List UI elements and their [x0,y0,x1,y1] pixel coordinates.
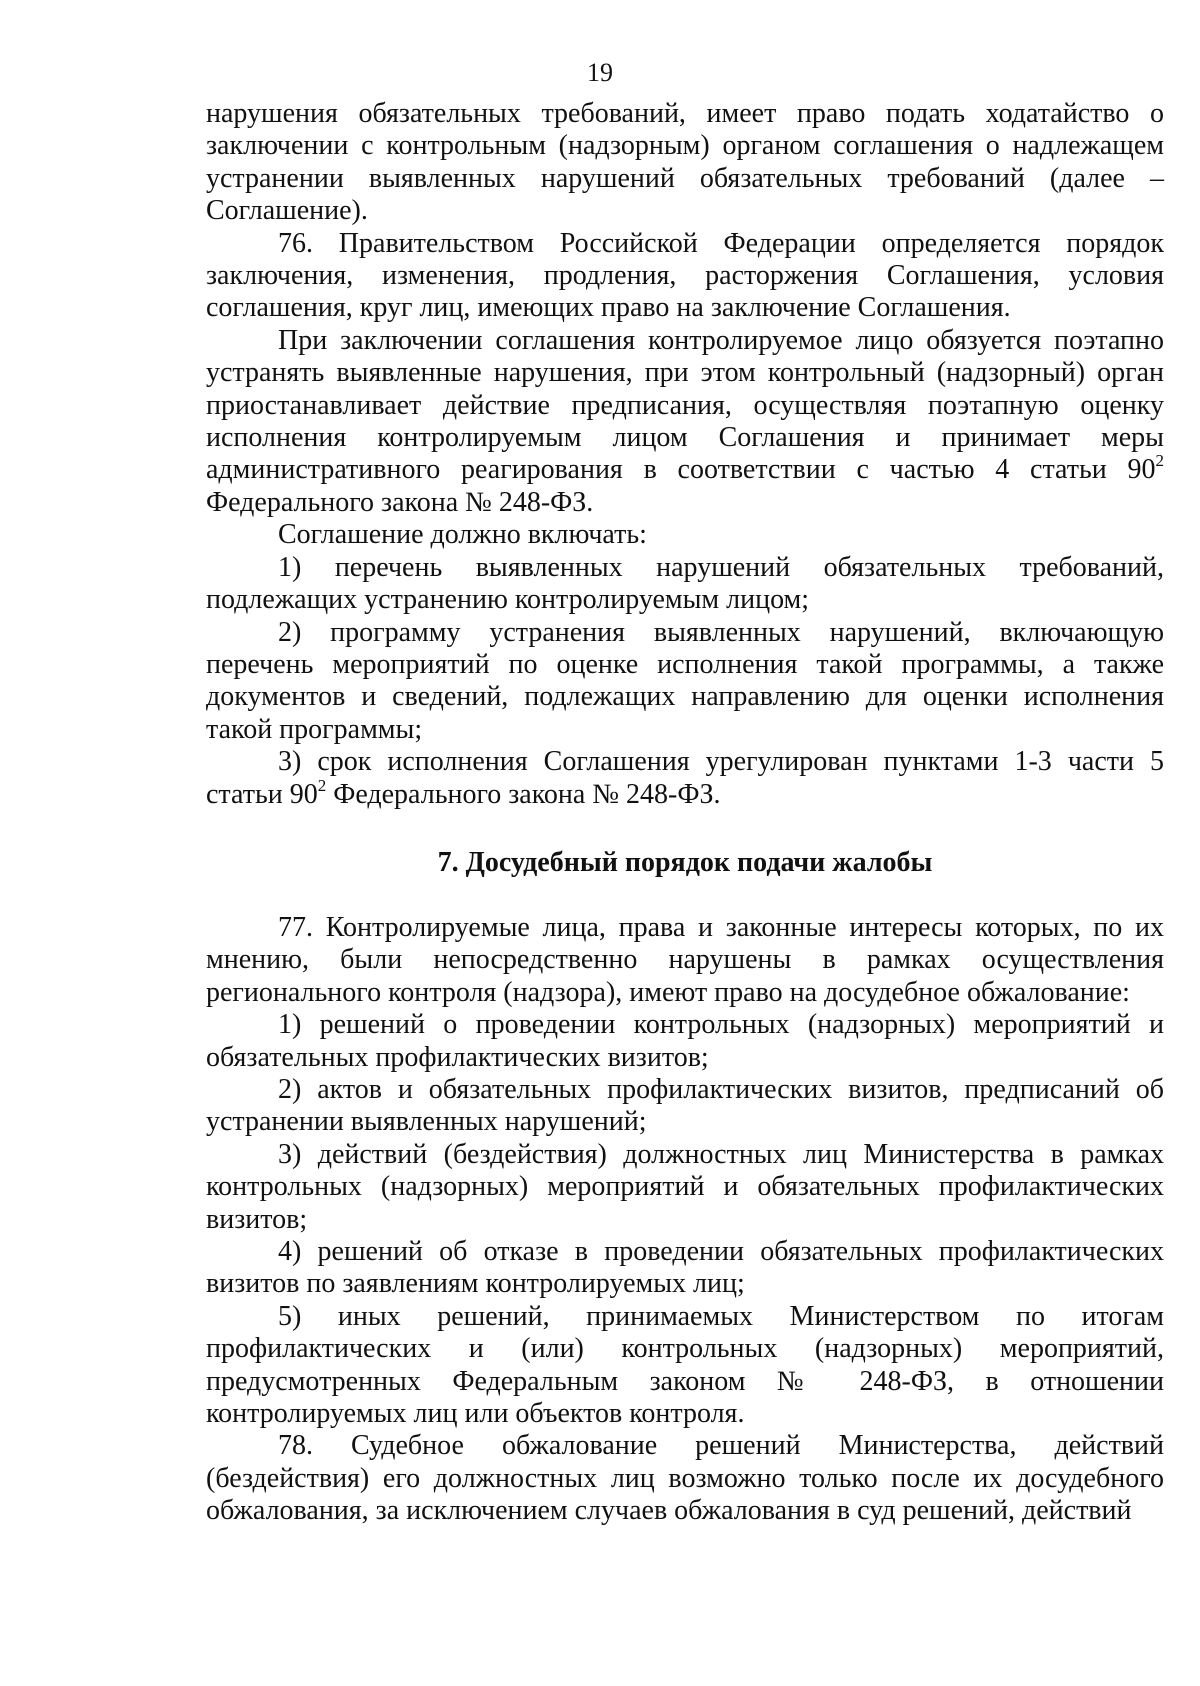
paragraph-agreement-terms-tail: Федерального закона № 248-ФЗ. [206,486,594,518]
list-item-3-text: 3) срок исполнения Соглашения урегулирован пунктами 1-3 части 5 статьи 90 [206,746,1164,810]
superscript-2: 2 [1155,451,1164,471]
paragraph-76: 76. Правительством Российской Федерации определяется порядок заключения, изменения, продления, расторжения Соглашения, условия соглашения, круг лиц, имеющих право на заключение Соглашения. [206,227,1164,324]
paragraph-agreement-terms-text: При заключении соглашения контролируемое лицо обязуется поэтапно устранять выявленные нарушения, при этом контрольный (надзорный) орган приостанавливает действие предписания, осуществляя поэтапную оценку исполнения контролируемым лицом Соглашения и принимает меры административного реагирования в соответствии с частью 4 статьи 90 [206,324,1164,486]
paragraph-78: 78. Судебное обжалование решений Министерства, действий (бездействия) его должностных лиц возможно только после их досудебного обжалования, за исключением случаев обжалования в суд решений, действий [206,1430,1164,1527]
appeal-item-3: 3) действий (бездействия) должностных лиц Министерства в рамках контрольных (надзорных) мероприятий и обязательных профилактических визитов; [206,1138,1164,1235]
section-heading: 7. Досудебный порядок подачи жалобы [437,846,933,878]
appeal-item-2: 2) актов и обязательных профилактических визитов, предписаний об устранении выявленных нарушений; [206,1073,1164,1138]
appeal-item-1: 1) решений о проведении контрольных (надзорных) мероприятий и обязательных профилактических визитов; [206,1009,1164,1073]
list-item-3-tail: Федерального закона № 248-ФЗ. [326,778,721,810]
list-item-2: 2) программу устранения выявленных нарушений, включающую перечень мероприятий по оценке исполнения такой программы, а также документов и сведений, подлежащих направлению для оценки исполнения такой программы; [206,616,1164,745]
appeal-item-4: 4) решений об отказе в проведении обязательных профилактических визитов по заявлениям контролируемых лиц; [206,1236,1164,1300]
paragraph-agreement-terms [206,325,1164,519]
appeal-item-5: 5) иных решений, принимаемых Министерством по итогам профилактических и (или) контрольных (надзорных) мероприятий, предусмотренных Федеральным законом № 248-ФЗ, в отношении контролируемых лиц или объектов контроля. [206,1300,1164,1430]
superscript-2: 2 [317,775,327,795]
paragraph-continuation: нарушения обязательных требований, имеет право подать ходатайство о заключении с контрольным (надзорным) органом соглашения о надлежащем устранении выявленных нарушений обязательных требований (далее – Соглашение). [206,98,1164,227]
page-number: 19 [587,58,613,87]
list-item-3 [206,746,1164,811]
paragraph-77: 77. Контролируемые лица, права и законные интересы которых, по их мнению, были непосредственно нарушены в рамках осуществления регионального контроля (надзора), имеют право на досудебное обжалование: [206,911,1164,1008]
document-body [206,98,1164,1528]
list-item-1: 1) перечень выявленных нарушений обязательных требований, подлежащих устранению контролируемым лицом; [206,551,1164,616]
paragraph-agreement-includes: Соглашение должно включать: [278,519,647,551]
